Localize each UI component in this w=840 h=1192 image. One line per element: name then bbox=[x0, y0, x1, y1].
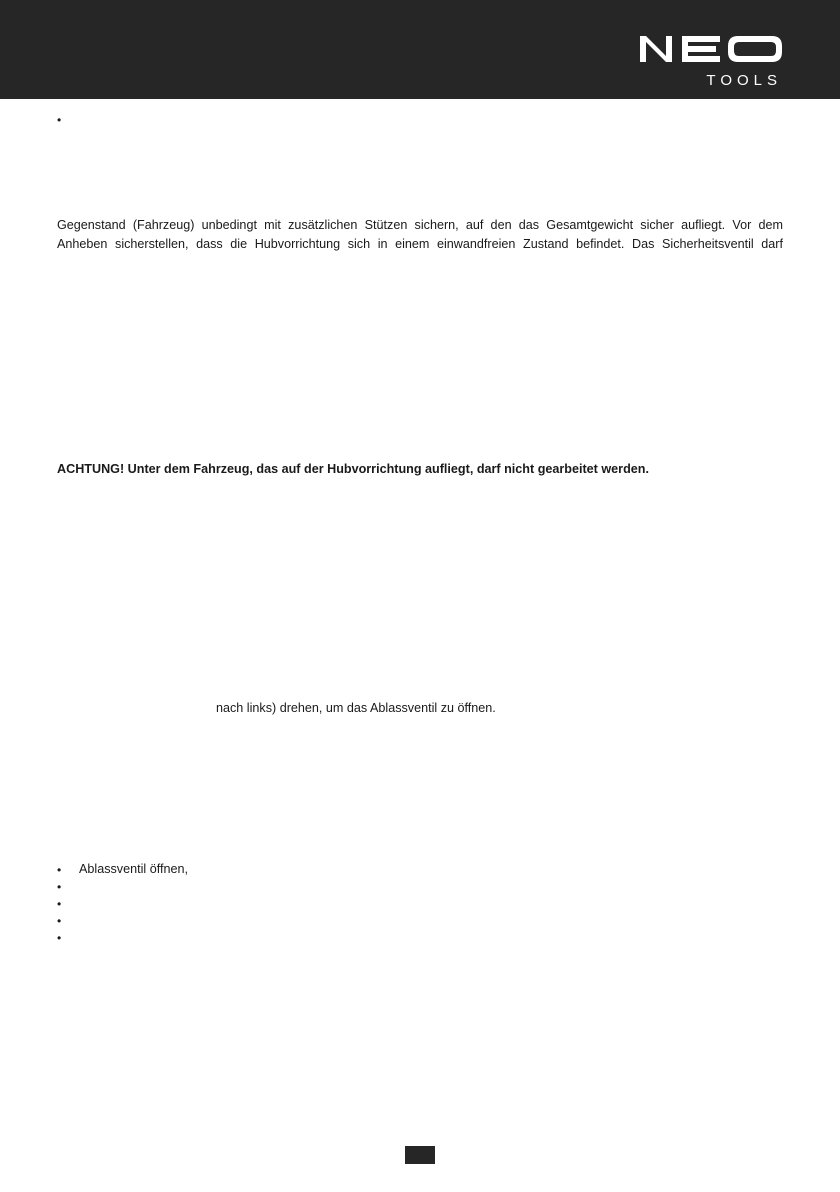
instruction-fragment: nach links) drehen, um das Ablassventil zu öffnen. bbox=[216, 701, 496, 715]
bullet-glyph: • bbox=[57, 897, 62, 911]
page-header bbox=[0, 0, 840, 99]
bullet-glyph: • bbox=[57, 113, 62, 127]
paragraph-line-2: Anheben sicherstellen, dass die Hubvorrichtung sich in einem einwandfreien Zustand befindet. Das Sicherheitsventil darf bbox=[57, 237, 783, 251]
bullet-glyph: • bbox=[57, 931, 62, 945]
logo-subtitle: TOOLS bbox=[706, 72, 782, 89]
paragraph-line-1: Gegenstand (Fahrzeug) unbedingt mit zusätzlichen Stützen sichern, auf den das Gesamtgewicht sicher aufliegt. Vor dem bbox=[57, 218, 783, 232]
list-item: Ablassventil öffnen, bbox=[79, 862, 188, 876]
page-number-tab bbox=[405, 1146, 435, 1164]
bullet-glyph: • bbox=[57, 880, 62, 894]
warning-text: ACHTUNG! Unter dem Fahrzeug, das auf der Hubvorrichtung aufliegt, darf nicht gearbeitet werden. bbox=[57, 462, 649, 476]
neo-tools-logo bbox=[638, 30, 784, 90]
bullet-glyph: • bbox=[57, 914, 62, 928]
bullet-glyph: • bbox=[57, 863, 62, 877]
